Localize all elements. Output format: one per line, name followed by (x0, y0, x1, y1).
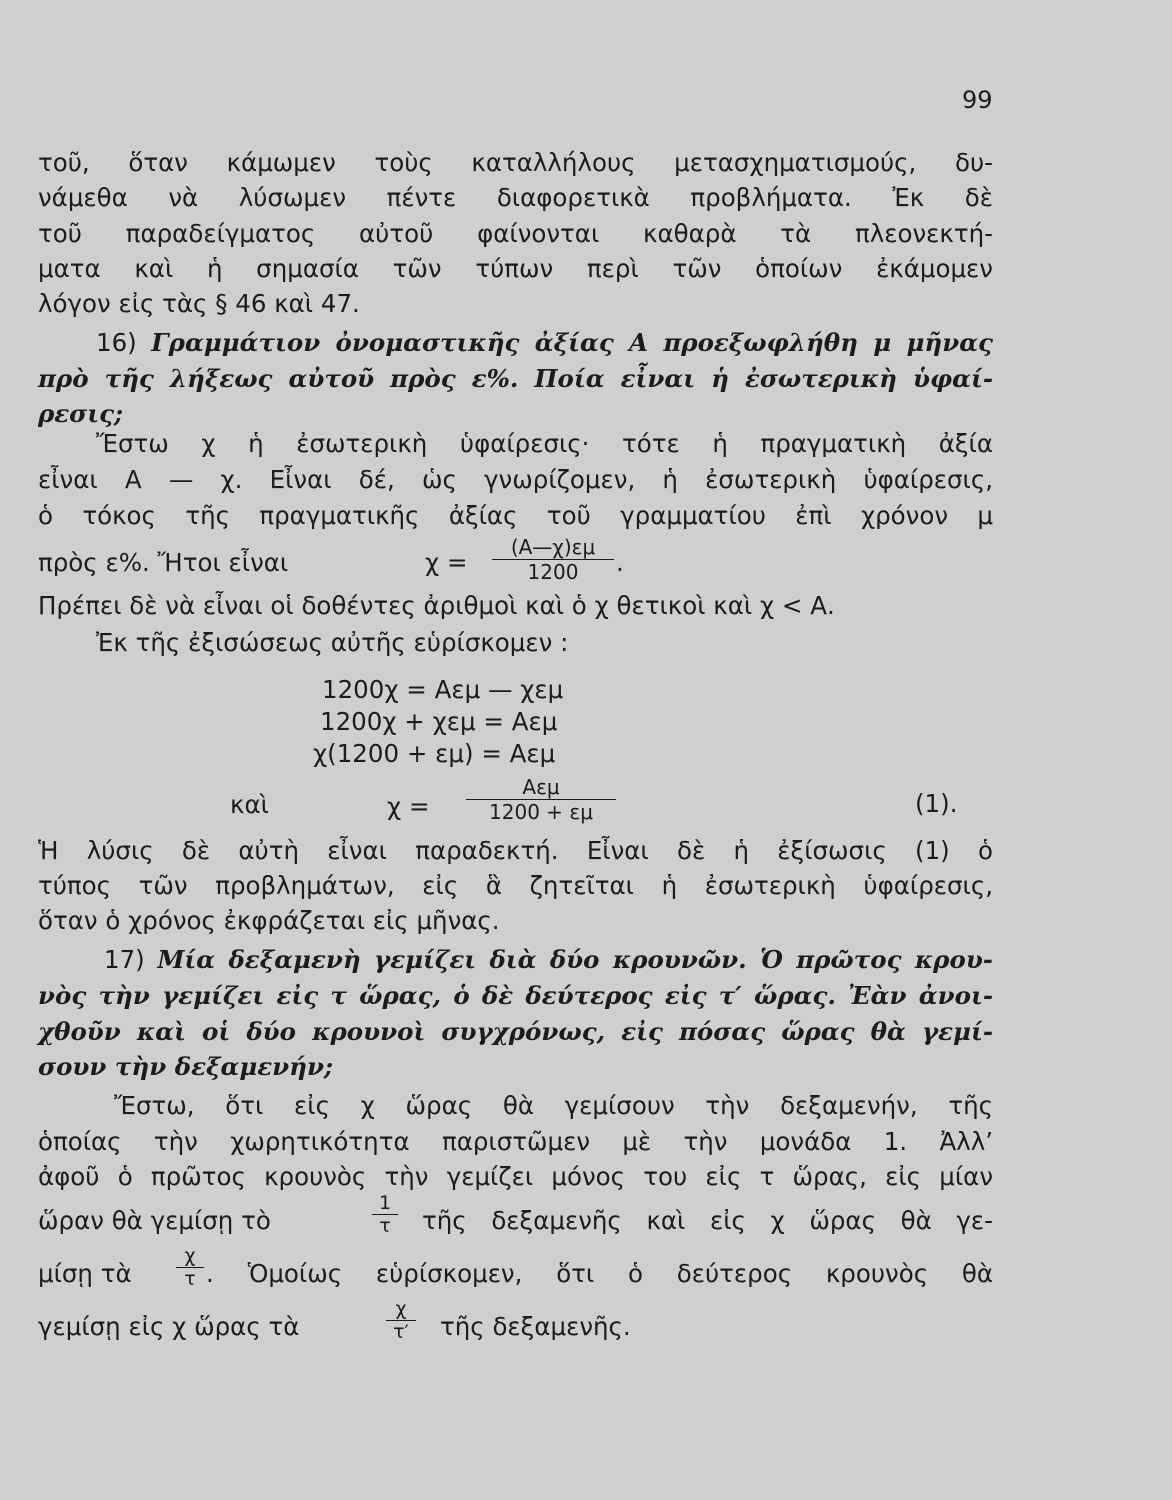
equation-lhs: χ = (387, 792, 430, 821)
paragraph-line: ὅταν ὁ χρόνος ἐκφράζεται εἰς μῆνας. (38, 906, 500, 935)
paragraph-line: ὁποίας τὴν χωρητικότητα παριστῶμεν μὲ τὴν μονάδα 1. Ἀλλ’ (38, 1127, 993, 1156)
equation-fraction (466, 776, 616, 823)
equation: χ(1200 + εμ) = Αεμ (313, 739, 556, 768)
paragraph-line: ματα καὶ ἡ σημασία τῶν τύπων περὶ τῶν ὁποίων ἐκάμομεν (38, 254, 993, 283)
problem-statement: σουν τὴν δεξαμενήν; (38, 1052, 334, 1081)
inline-text: . Ὁμοίως εὑρίσκομεν, ὅτι ὁ δεύτερος κρουνὸς θὰ (206, 1259, 993, 1288)
paragraph-line: Πρέπει δὲ νὰ εἶναι οἱ δοθέντες ἀριθμοὶ καὶ ὁ χ θετικοὶ καὶ χ < Α. (38, 591, 835, 620)
denominator: 1200 (527, 560, 579, 584)
inline-text: τῆς δεξαμενῆς. (440, 1312, 631, 1341)
inline-fraction (176, 1246, 204, 1289)
denominator: τ (379, 1215, 391, 1237)
paragraph-line: ὁ τόκος τῆς πραγματικῆς ἀξίας τοῦ γραμματίου ἐπὶ χρόνον μ (38, 501, 993, 530)
denominator: τ (184, 1268, 196, 1290)
page-number: 99 (962, 86, 993, 114)
numerator: χ (395, 1298, 407, 1320)
paragraph-line: Ἡ λύσις δὲ αὐτὴ εἶναι παραδεκτή. Εἶναι δὲ ἡ ἐξίσωσις (1) ὁ (38, 836, 993, 865)
paragraph-line: ἀφοῦ ὁ πρῶτος κρουνὸς τὴν γεμίζει μόνος του εἰς τ ὥρας, εἰς μίαν (38, 1162, 993, 1191)
paragraph-line: νάμεθα νὰ λύσωμεν πέντε διαφορετικὰ προβλήματα. Ἐκ δὲ (38, 183, 993, 212)
paragraph-line: Ἔστω, ὅτι εἰς χ ὥρας θὰ γεμίσουν τὴν δεξαμενήν, τῆς (114, 1091, 993, 1120)
inline-text: μίσῃ τὰ (38, 1259, 132, 1288)
formula-suffix: . (616, 548, 624, 577)
denominator: 1200 + εμ (489, 800, 593, 824)
formula-fraction (492, 536, 614, 583)
inline-fraction (372, 1193, 398, 1236)
problem-number: 16) (96, 328, 137, 357)
problem-statement: πρὸ τῆς λήξεως αὐτοῦ πρὸς ε%. Ποία εἶναι ἡ ἐσωτερικὴ ὑφαί- (38, 364, 993, 393)
paragraph-line: τύπος τῶν προβλημάτων, εἰς ἃ ζητεῖται ἡ ἐσωτερικὴ ὑφαίρεσις, (38, 871, 993, 900)
paragraph-line: Ἐκ τῆς ἐξισώσεως αὐτῆς εὑρίσκομεν : (96, 628, 569, 657)
inline-fraction (386, 1299, 416, 1342)
paragraph-line: τοῦ, ὅταν κάμωμεν τοὺς καταλλήλους μετασχηματισμούς, δυ- (38, 148, 993, 177)
paragraph-line: εἶναι Α — χ. Εἶναι δέ, ὡς γνωρίζομεν, ἡ ἐσωτερικὴ ὑφαίρεσις, (38, 465, 993, 494)
formula-prefix: πρὸς ε%. Ἤτοι εἶναι (38, 548, 289, 577)
denominator: τ′ (393, 1321, 409, 1343)
numerator: 1 (378, 1192, 392, 1214)
paragraph-line: λόγον εἰς τὰς § 46 καὶ 47. (38, 289, 360, 318)
problem-16-line (96, 326, 993, 360)
problem-statement: Μία δεξαμενὴ γεμίζει διὰ δύο κρουνῶν. Ὁ πρῶτος κρου- (157, 945, 993, 974)
equation-label: (1). (915, 789, 958, 818)
problem-statement: χθοῦν καὶ οἱ δύο κρουνοὶ συγχρόνως, εἰς πόσας ὥρας θὰ γεμί- (38, 1017, 993, 1046)
problem-statement: Γραμμάτιον ὀνομαστικῆς ἀξίας Α προεξωφλήθη μ μῆνας (151, 328, 993, 357)
paragraph-line: τοῦ παραδείγματος αὐτοῦ φαίνονται καθαρὰ τὰ πλεονεκτή- (38, 219, 993, 248)
equation: 1200χ + χεμ = Αεμ (320, 707, 558, 736)
inline-text: ὥραν θὰ γεμίσῃ τὸ (38, 1206, 271, 1235)
paragraph-line: Ἔστω χ ἡ ἐσωτερικὴ ὑφαίρεσις· τότε ἡ πραγματικὴ ἀξία (96, 429, 993, 458)
numerator: Αεμ (522, 775, 560, 799)
problem-statement: ρεσις; (38, 399, 124, 428)
problem-statement: νὸς τὴν γεμίζει εἰς τ ὥρας, ὁ δὲ δεύτερος εἰς τ′ ὥρας. Ἐὰν ἀνοι- (38, 981, 993, 1010)
numerator: (Α—χ)εμ (510, 535, 596, 559)
problem-17-line (104, 943, 993, 977)
inline-text: τῆς δεξαμενῆς καὶ εἰς χ ὥρας θὰ γε- (422, 1206, 993, 1235)
conjunction: καὶ (230, 790, 269, 819)
equation: 1200χ = Αεμ — χεμ (322, 675, 564, 704)
formula-lhs: χ = (425, 548, 468, 577)
problem-number: 17) (104, 945, 145, 974)
numerator: χ (184, 1245, 196, 1267)
inline-text: γεμίσῃ εἰς χ ὥρας τὰ (38, 1312, 300, 1341)
